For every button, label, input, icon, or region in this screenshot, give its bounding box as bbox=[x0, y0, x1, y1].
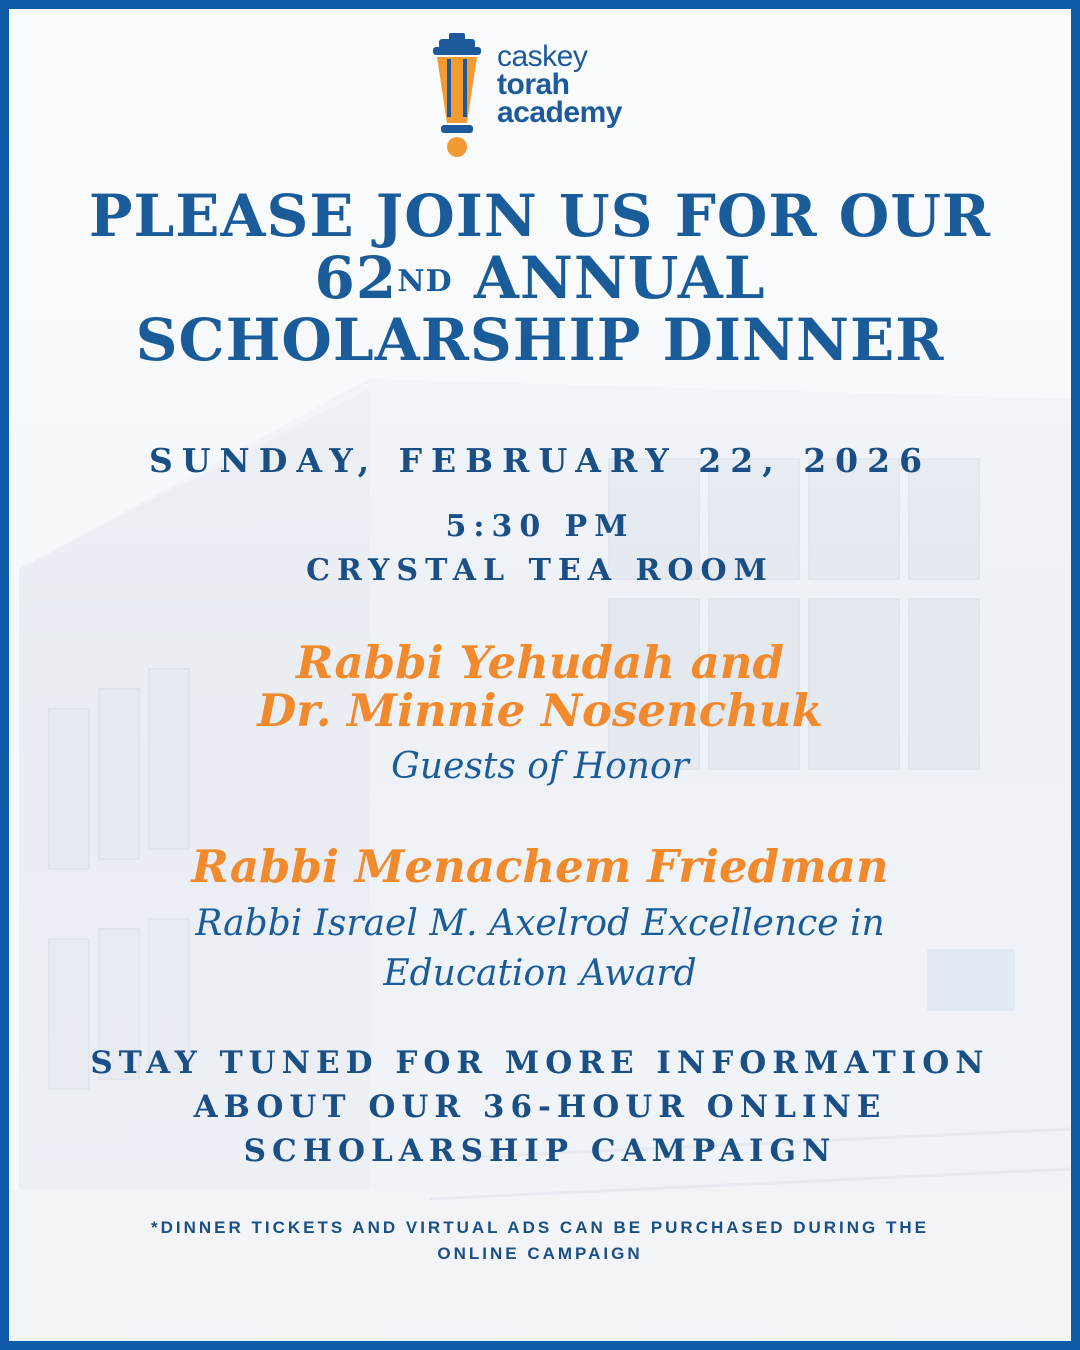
invitation-headline bbox=[9, 182, 1071, 374]
guests-of-honor-title: Guests of Honor bbox=[391, 746, 689, 787]
event-venue: CRYSTAL TEA ROOM bbox=[306, 553, 774, 588]
guests-of-honor-names bbox=[9, 636, 1071, 737]
anniversary-number: 62 bbox=[314, 244, 398, 312]
ordinal-suffix: ND bbox=[397, 264, 453, 299]
campaign-line-1: STAY TUNED FOR MORE INFORMATION bbox=[90, 1045, 990, 1081]
torah-scroll-icon bbox=[427, 33, 487, 161]
logo-line-2: torah bbox=[497, 68, 570, 101]
campaign-announcement bbox=[9, 1041, 1071, 1173]
headline-line-3: SCHOLARSHIP DINNER bbox=[135, 306, 945, 374]
award-title-line-1: Rabbi Israel M. Axelrod Excellence in bbox=[195, 903, 885, 944]
event-time: 5:30 PM bbox=[445, 509, 635, 544]
logo-line-3: academy bbox=[497, 96, 622, 129]
event-date: SUNDAY, FEBRUARY 22, 2026 bbox=[148, 441, 932, 480]
footnote-line-2: ONLINE CAMPAIGN bbox=[437, 1244, 643, 1263]
logo-wordmark bbox=[497, 40, 622, 129]
footnote-line-1: *DINNER TICKETS AND VIRTUAL ADS CAN BE PURCHASED DURING THE bbox=[150, 1218, 929, 1237]
guests-name-line-1: Rabbi Yehudah and bbox=[296, 636, 784, 689]
campaign-line-3: SCHOLARSHIP CAMPAIGN bbox=[243, 1133, 837, 1169]
logo-line-1: caskey bbox=[497, 40, 588, 73]
campaign-line-2: ABOUT OUR 36-HOUR ONLINE bbox=[193, 1089, 887, 1125]
award-recipient-name: Rabbi Menachem Friedman bbox=[191, 840, 889, 893]
ticket-footnote bbox=[9, 1215, 1071, 1267]
award-title bbox=[9, 899, 1071, 999]
flyer-content bbox=[9, 9, 1071, 1341]
headline-line-2 bbox=[9, 244, 1071, 312]
guests-name-line-2: Dr. Minnie Nosenchuk bbox=[257, 684, 823, 737]
award-title-line-2: Education Award bbox=[383, 953, 697, 994]
headline-annual: ANNUAL bbox=[452, 244, 766, 312]
headline-line-1: PLEASE JOIN US FOR OUR bbox=[88, 182, 992, 250]
caskey-torah-academy-logo bbox=[423, 33, 683, 163]
